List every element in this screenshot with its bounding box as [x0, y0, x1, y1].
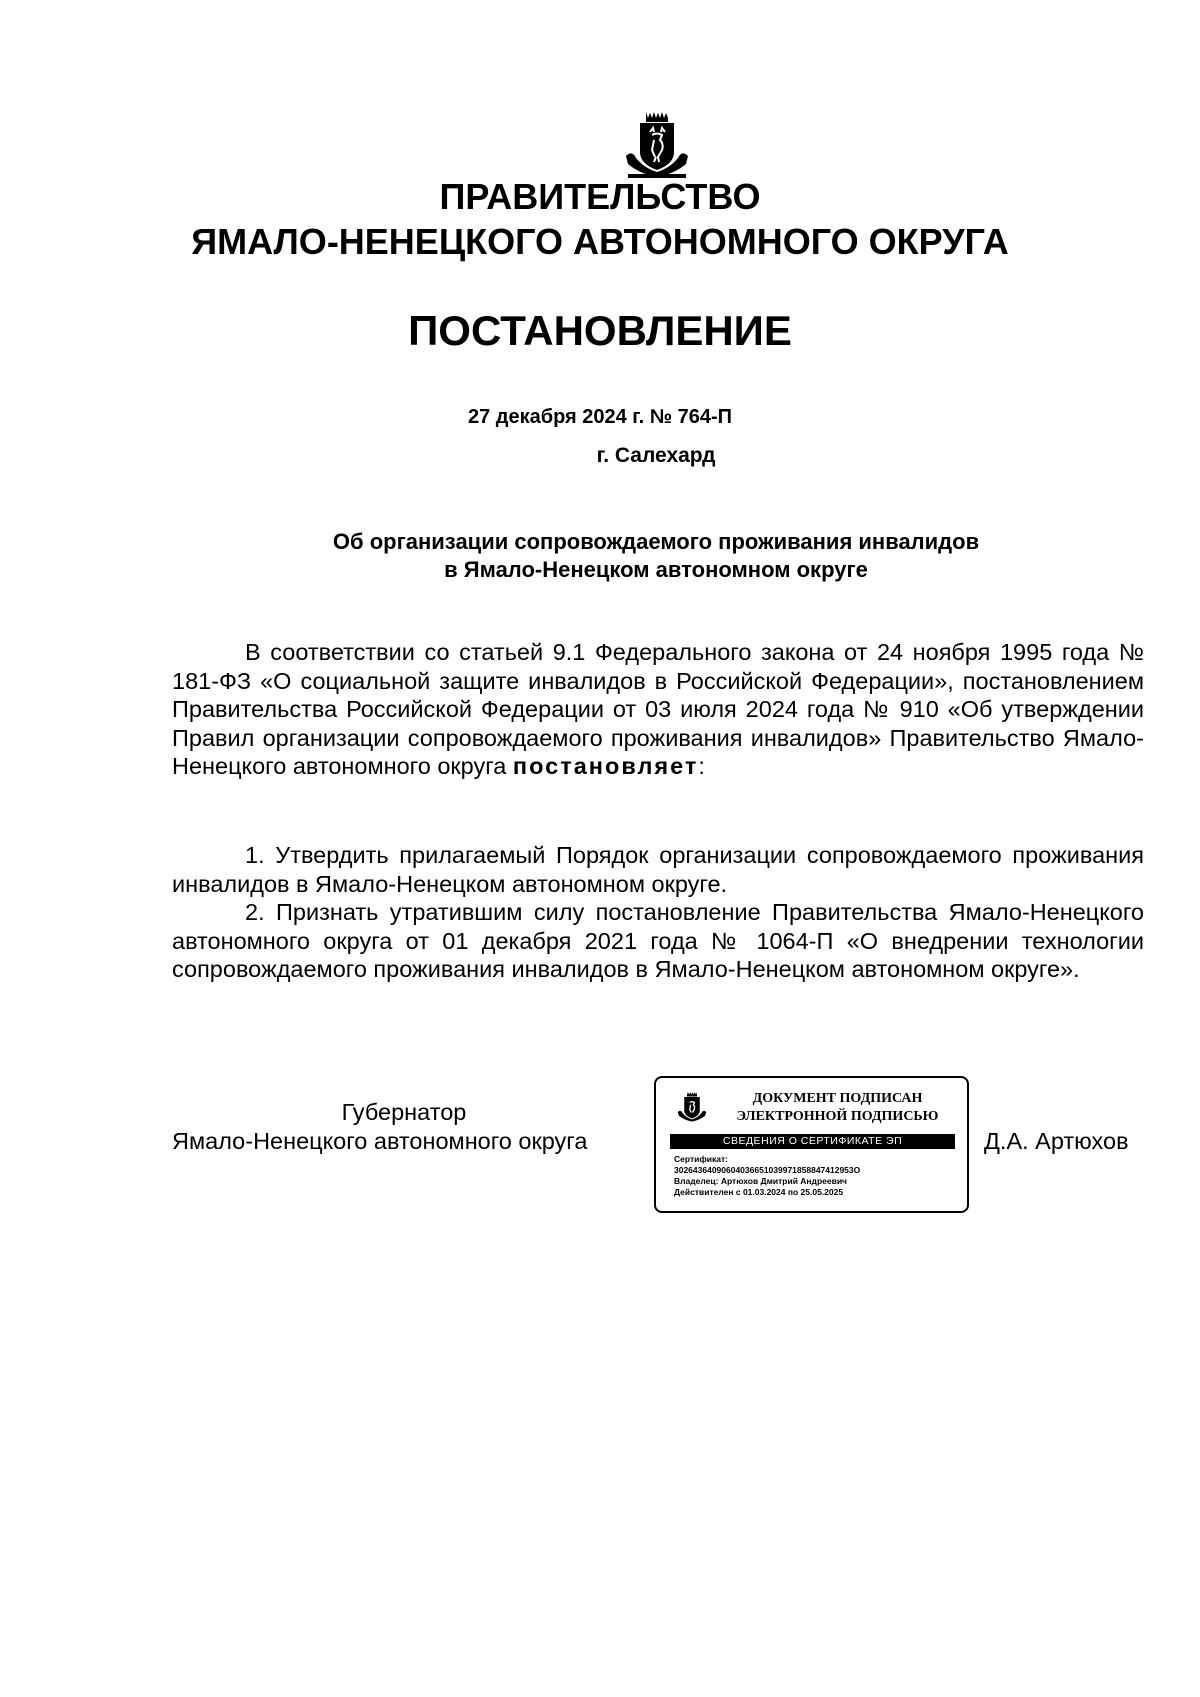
government-name-line1: ПРАВИТЕЛЬСТВО: [439, 176, 761, 217]
stamp-title-line2: ЭЛЕКТРОННОЙ ПОДПИСЬЮ: [736, 1109, 939, 1124]
signatory-title-line1: Губернатор: [341, 1099, 467, 1125]
signer-name: Д.А. Артюхов: [984, 1128, 1129, 1154]
signatory-title-line2: Ямало-Ненецкого автономного округа: [172, 1128, 588, 1154]
subject-line1: Об организации сопровождаемого проживания инвалидов: [332, 529, 980, 554]
preamble-end: :: [698, 753, 705, 780]
stamp-certificate-bar: СВЕДЕНИЯ О СЕРТИФИКАТЕ ЭП: [670, 1134, 955, 1149]
stamp-owner: Владелец: Артюхов Дмитрий Андреевич: [674, 1176, 847, 1186]
stamp-emblem-icon: [676, 1090, 708, 1124]
stamp-cert-number: 30264364090604036651039971858847412953O: [674, 1165, 861, 1175]
stamp-cert-label: Сертификат:: [674, 1154, 728, 1164]
signatory-title: [172, 1098, 636, 1156]
document-type-title: ПОСТАНОВЛЕНИЕ: [408, 307, 792, 354]
subject-line2: в Ямало-Ненецком автономном округе: [444, 557, 868, 582]
document-city: г. Салехард: [596, 444, 716, 467]
resolution-item-2: 2. Признать утратившим силу постановление Правительства Ямало-Ненецкого автономного округа от 01 декабря 2021 года № 1064-П «О внедрении технологии сопровождаемого проживания инвалидов в Ямало-Ненецком автономном округе».: [172, 899, 1144, 983]
preamble-text: В соответствии со статьей 9.1 Федерального закона от 24 ноября 1995 года № 181-ФЗ «О социальной защите инвалидов в Российской Федерации», постановлением Правительства Российской Федерации от 03 июля 2024 года № 910 «Об утверждении Правил организации сопровождаемого проживания инвалидов» Правительство Ямало-Ненецкого автономного округа: [172, 639, 1144, 780]
preamble-resolve-word: постановляет: [512, 753, 699, 780]
resolution-items: [172, 841, 1144, 984]
stamp-title-line1: ДОКУМЕНТ ПОДПИСАН: [752, 1091, 923, 1106]
preamble-paragraph: [172, 638, 1144, 781]
coat-of-arms-icon: [622, 110, 692, 180]
electronic-signature-stamp: [654, 1076, 969, 1213]
stamp-validity: Действителен с 01.03.2024 по 25.05.2025: [674, 1187, 844, 1197]
document-date-number: 27 декабря 2024 г. № 764-П: [467, 406, 733, 428]
government-name-line2: ЯМАЛО-НЕНЕЦКОГО АВТОНОМНОГО ОКРУГА: [191, 221, 1009, 262]
resolution-item-1: 1. Утвердить прилагаемый Порядок организации сопровождаемого проживания инвалидов в Ямало-Ненецком автономном округе.: [172, 842, 1144, 897]
